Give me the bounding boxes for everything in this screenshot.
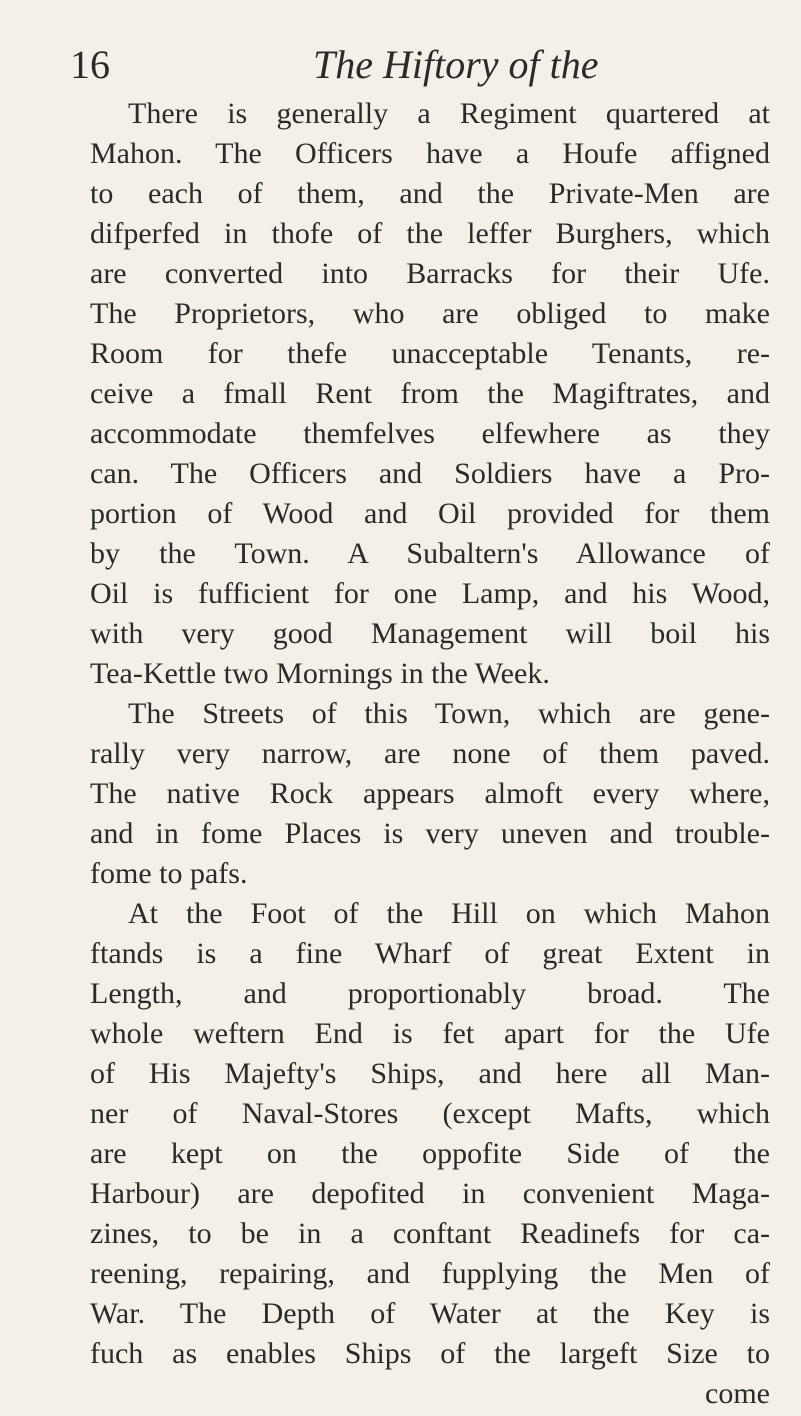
text-line: Harbour) are depofited in convenient Maga- [90, 1177, 770, 1210]
text-line: are kept on the oppofite Side of the [90, 1137, 770, 1170]
text-line: portion of Wood and Oil provided for them [90, 497, 770, 530]
text-line: ner of Naval-Stores (except Mafts, which [90, 1097, 770, 1130]
text-line: Room for thefe unacceptable Tenants, re- [90, 337, 770, 370]
text-line: fuch as enables Ships of the largeft Size to [90, 1337, 770, 1370]
text-line: ftands is a fine Wharf of great Extent in [90, 937, 770, 970]
text-line: whole weftern End is fet apart for the Ufe [90, 1017, 770, 1050]
text-line: Length, and proportionably broad. The [90, 977, 770, 1010]
text-line: to each of them, and the Private-Men are [90, 177, 770, 210]
text-line: of His Majefty's Ships, and here all Man- [90, 1057, 770, 1090]
text-line: Tea-Kettle two Mornings in the Week. [90, 657, 550, 690]
text-line: The Proprietors, who are obliged to make [90, 297, 770, 330]
text-line: reening, repairing, and fupplying the Men of [90, 1257, 770, 1290]
catchword: come [705, 1377, 770, 1410]
text-line: and in fome Places is very uneven and trouble- [90, 817, 770, 850]
text-line: can. The Officers and Soldiers have a Pro- [90, 457, 770, 490]
text-line: Mahon. The Officers have a Houfe affigned [90, 137, 770, 170]
text-line: The Streets of this Town, which are gene- [128, 697, 770, 730]
text-line: There is generally a Regiment quartered at [128, 97, 770, 130]
page-header [70, 40, 770, 100]
text-line: War. The Depth of Water at the Key is [90, 1297, 770, 1330]
text-line: fome to pafs. [90, 857, 248, 890]
text-line: At the Foot of the Hill on which Mahon [128, 897, 770, 930]
page-number: 16 [70, 42, 110, 87]
text-line: by the Town. A Subaltern's Allowance of [90, 537, 770, 570]
text-line: The native Rock appears almoft every where, [90, 777, 770, 810]
text-line: accommodate themfelves elfewhere as they [90, 417, 770, 450]
text-line: are converted into Barracks for their Ufe. [90, 257, 770, 290]
text-line: zines, to be in a conftant Readinefs for ca- [90, 1217, 770, 1250]
text-line: with very good Management will boil his [90, 617, 770, 650]
body-text [90, 94, 770, 1414]
running-head: The Hiftory of the [313, 42, 599, 87]
text-line: difperfed in thofe of the leffer Burghers, which [90, 217, 770, 250]
text-line: ceive a fmall Rent from the Magiftrates, and [90, 377, 770, 410]
text-line: Oil is fufficient for one Lamp, and his Wood, [90, 577, 770, 610]
text-line: rally very narrow, are none of them paved. [90, 737, 770, 770]
